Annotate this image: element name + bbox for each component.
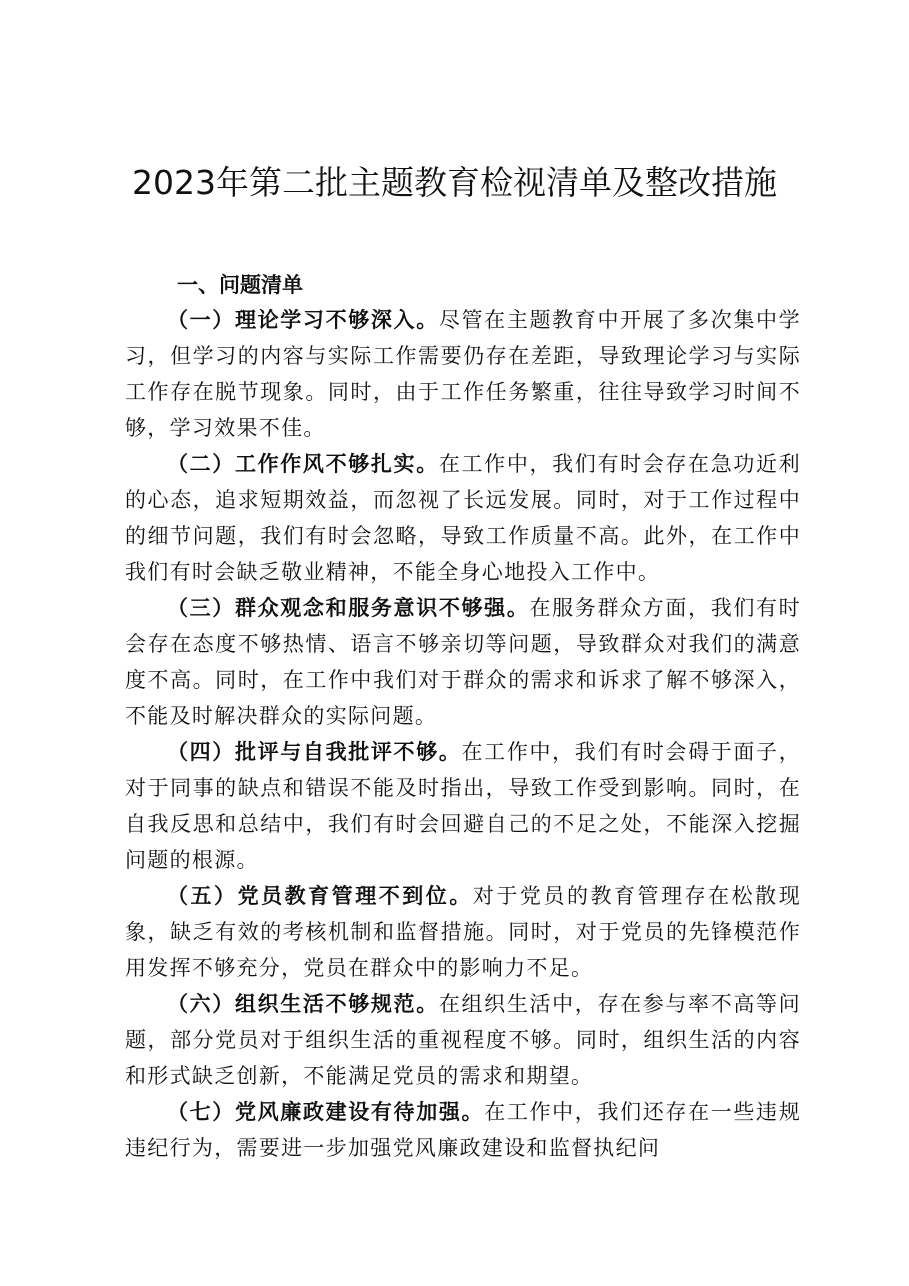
item-text: 在组织生活中，存在参与率不高等问题，部分党员对于组织生活的重视程度不够。同时，组织生活的内容和形式缺乏创新，不能满足党员的需求和期望。 [125, 992, 801, 1088]
item-text: 在工作中，我们有时会碍于面子，对于同事的缺点和错误不能及时指出，导致工作受到影响。同时，在自我反思和总结中，我们有时会回避自己的不足之处，不能深入挖掘问题的根源。 [125, 740, 802, 872]
list-item [125, 590, 801, 734]
item-text: 尽管在主题教育中开展了多次集中学习，但学习的内容与实际工作需要仍存在差距，导致理论学习与实际工作存在脱节现象。同时，由于工作任务繁重，往往导致学习时间不够，学习效果不佳。 [125, 308, 801, 440]
item-lead: （三）群众观念和服务意识不够强。 [167, 595, 530, 620]
item-text: 在工作中，我们有时会存在急功近利的心态，追求短期效益，而忽视了长远发展。同时，对于工作过程中的细节问题，我们有时会忽略，导致工作质量不高。此外，在工作中我们有时会缺乏敬业精神，不能全身心地投入工作中。 [125, 452, 801, 584]
item-lead: （一）理论学习不够深入。 [167, 307, 439, 332]
item-text: 在工作中，我们还存在一些违规违纪行为，需要进一步加强党风廉政建设和监督执纪问 [125, 1100, 802, 1160]
list-item [125, 302, 801, 446]
list-item [125, 1094, 801, 1166]
item-lead: （七）党风廉政建设有待加强。 [167, 1099, 485, 1124]
item-lead: （四）批评与自我批评不够。 [167, 739, 462, 764]
document-title: 2023年第二批主题教育检视清单及整改措施 [132, 163, 777, 202]
list-item [125, 986, 801, 1094]
item-text: 在服务群众方面，我们有时会存在态度不够热情、语言不够亲切等问题，导致群众对我们的满意度不高。同时，在工作中我们对于群众的需求和诉求了解不够深入，不能及时解决群众的实际问题。 [125, 596, 801, 728]
section-heading: 一、问题清单 [177, 273, 303, 297]
item-lead: （六）组织生活不够规范。 [167, 991, 439, 1016]
list-item [125, 446, 801, 590]
document-body [125, 302, 801, 1166]
item-lead: （二）工作作风不够扎实。 [167, 451, 439, 476]
list-item [125, 878, 801, 986]
item-text: 对于党员的教育管理存在松散现象，缺乏有效的考核机制和监督措施。同时，对于党员的先锋模范作用发挥不够充分，党员在群众中的影响力不足。 [125, 884, 802, 980]
item-lead: （五）党员教育管理不到位。 [167, 883, 473, 908]
list-item [125, 734, 801, 878]
